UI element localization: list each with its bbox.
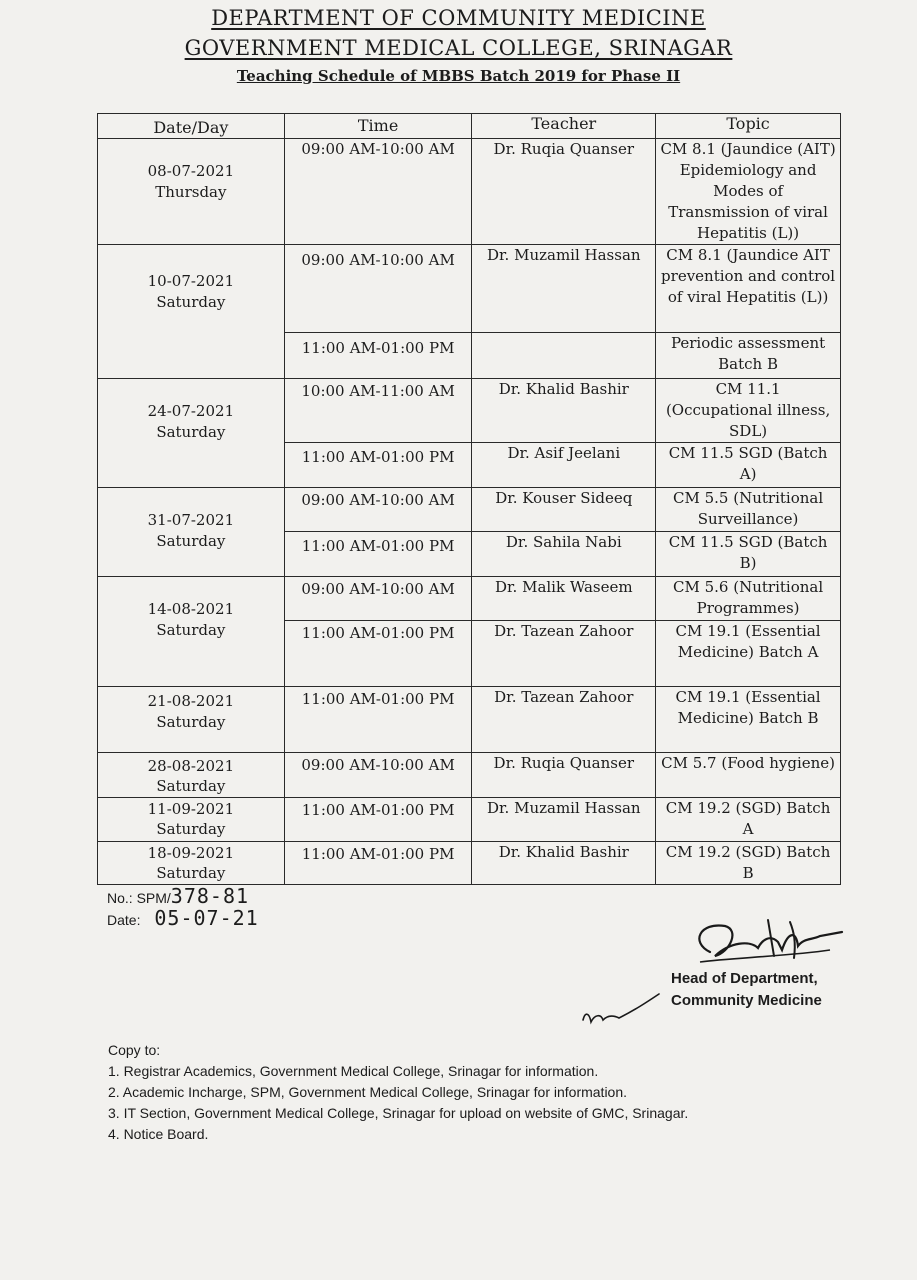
teacher-cell (472, 333, 656, 379)
copy-to-block (108, 1040, 688, 1145)
time-cell: 09:00 AM-10:00 AM (284, 753, 472, 798)
table-row (98, 488, 841, 532)
topic-cell: CM 19.2 (SGD) Batch A (656, 798, 841, 842)
date-value: 31-07-2021 (147, 511, 235, 529)
date-value: 11-09-2021 (147, 800, 235, 818)
teacher-cell: Dr. Muzamil Hassan (472, 245, 656, 333)
teacher-cell: Dr. Muzamil Hassan (472, 798, 656, 842)
topic-cell: CM 19.1 (Essential Medicine) Batch B (656, 687, 841, 753)
topic-cell: CM 11.5 SGD (Batch B) (656, 532, 841, 577)
hod-signature (670, 912, 850, 974)
teacher-cell: Dr. Ruqia Quanser (472, 753, 656, 798)
column-header-teacher: Teacher (472, 114, 656, 139)
table-row (98, 139, 841, 245)
date-cell (98, 687, 285, 753)
day-value: Saturday (156, 713, 226, 731)
date-cell (98, 753, 285, 798)
copy-to-item: 3. IT Section, Government Medical College, Srinagar for upload on website of GMC, Srinagar. (108, 1105, 689, 1121)
date-cell (98, 379, 285, 488)
teacher-cell: Dr. Tazean Zahoor (472, 687, 656, 753)
signatory-department: Community Medicine (671, 992, 822, 1009)
teacher-cell: Dr. Khalid Bashir (472, 379, 656, 443)
date-value: 21-08-2021 (147, 692, 235, 710)
teacher-cell: Dr. Ruqia Quanser (472, 139, 656, 245)
date-value: 24-07-2021 (147, 402, 235, 420)
time-cell: 11:00 AM-01:00 PM (284, 333, 472, 379)
reference-date-value: 05-07-21 (154, 906, 259, 930)
date-cell (98, 798, 285, 842)
reference-date-label: Date: (107, 912, 141, 928)
time-cell: 09:00 AM-10:00 AM (284, 139, 472, 245)
table-row (98, 379, 841, 443)
reference-number-value: 378-81 (170, 884, 250, 908)
column-header-date: Date/Day (98, 114, 285, 139)
table-row (98, 753, 841, 798)
time-cell: 10:00 AM-11:00 AM (284, 379, 472, 443)
date-cell (98, 842, 285, 885)
day-value: Thursday (155, 183, 227, 201)
topic-cell: CM 5.6 (Nutritional Programmes) (656, 577, 841, 621)
initials-mark (575, 990, 665, 1032)
day-value: Saturday (156, 423, 226, 441)
table-header-row (98, 114, 841, 139)
day-value: Saturday (156, 532, 226, 550)
time-cell: 11:00 AM-01:00 PM (284, 842, 472, 885)
table-row (98, 687, 841, 753)
time-cell: 11:00 AM-01:00 PM (284, 621, 472, 687)
reference-number (107, 884, 249, 908)
date-cell (98, 245, 285, 379)
topic-cell: CM 19.2 (SGD) Batch B (656, 842, 841, 885)
day-value: Saturday (156, 293, 226, 311)
table-row (98, 245, 841, 333)
topic-cell: CM 8.1 (Jaundice (AIT) Epidemiology and Modes of Transmission of viral Hepatitis (L)) (656, 139, 841, 245)
schedule-title: Teaching Schedule of MBBS Batch 2019 for Phase II (236, 67, 681, 85)
signatory-title: Head of Department, (671, 970, 818, 987)
topic-cell: Periodic assessment Batch B (656, 333, 841, 379)
topic-cell: CM 11.5 SGD (Batch A) (656, 443, 841, 488)
column-header-topic: Topic (656, 114, 841, 139)
copy-to-item: 1. Registrar Academics, Government Medical College, Srinagar for information. (108, 1063, 599, 1079)
time-cell: 09:00 AM-10:00 AM (284, 577, 472, 621)
table-row (98, 798, 841, 842)
day-value: Saturday (156, 864, 226, 882)
topic-cell: CM 5.7 (Food hygiene) (656, 753, 841, 798)
signatory-block (671, 968, 822, 1012)
time-cell: 11:00 AM-01:00 PM (284, 532, 472, 577)
teacher-cell: Dr. Malik Waseem (472, 577, 656, 621)
time-cell: 09:00 AM-10:00 AM (284, 245, 472, 333)
date-cell (98, 577, 285, 687)
date-value: 28-08-2021 (147, 757, 235, 775)
date-value: 08-07-2021 (147, 162, 235, 180)
teacher-cell: Dr. Khalid Bashir (472, 842, 656, 885)
time-cell: 11:00 AM-01:00 PM (284, 798, 472, 842)
college-heading: GOVERNMENT MEDICAL COLLEGE, SRINAGAR (184, 36, 733, 60)
time-cell: 11:00 AM-01:00 PM (284, 687, 472, 753)
topic-cell: CM 8.1 (Jaundice AIT prevention and control of viral Hepatitis (L)) (656, 245, 841, 333)
day-value: Saturday (156, 621, 226, 639)
topic-cell: CM 19.1 (Essential Medicine) Batch A (656, 621, 841, 687)
teacher-cell: Dr. Kouser Sideeq (472, 488, 656, 532)
date-cell (98, 488, 285, 577)
table-row (98, 842, 841, 885)
date-value: 10-07-2021 (147, 272, 235, 290)
schedule-table (97, 113, 841, 885)
date-value: 14-08-2021 (147, 600, 235, 618)
copy-to-label: Copy to: (108, 1042, 161, 1058)
column-header-time: Time (284, 114, 472, 139)
copy-to-item: 4. Notice Board. (108, 1126, 209, 1142)
day-value: Saturday (156, 777, 226, 795)
topic-cell: CM 11.1 (Occupational illness, SDL) (656, 379, 841, 443)
table-row (98, 577, 841, 621)
date-cell (98, 139, 285, 245)
copy-to-item: 2. Academic Incharge, SPM, Government Medical College, Srinagar for information. (108, 1084, 628, 1100)
reference-number-label: No.: SPM/ (107, 890, 171, 906)
department-heading: DEPARTMENT OF COMMUNITY MEDICINE (211, 6, 706, 30)
time-cell: 11:00 AM-01:00 PM (284, 443, 472, 488)
teacher-cell: Dr. Tazean Zahoor (472, 621, 656, 687)
date-value: 18-09-2021 (147, 844, 235, 862)
day-value: Saturday (156, 820, 226, 838)
topic-cell: CM 5.5 (Nutritional Surveillance) (656, 488, 841, 532)
reference-date (107, 906, 259, 930)
teacher-cell: Dr. Asif Jeelani (472, 443, 656, 488)
time-cell: 09:00 AM-10:00 AM (284, 488, 472, 532)
teacher-cell: Dr. Sahila Nabi (472, 532, 656, 577)
